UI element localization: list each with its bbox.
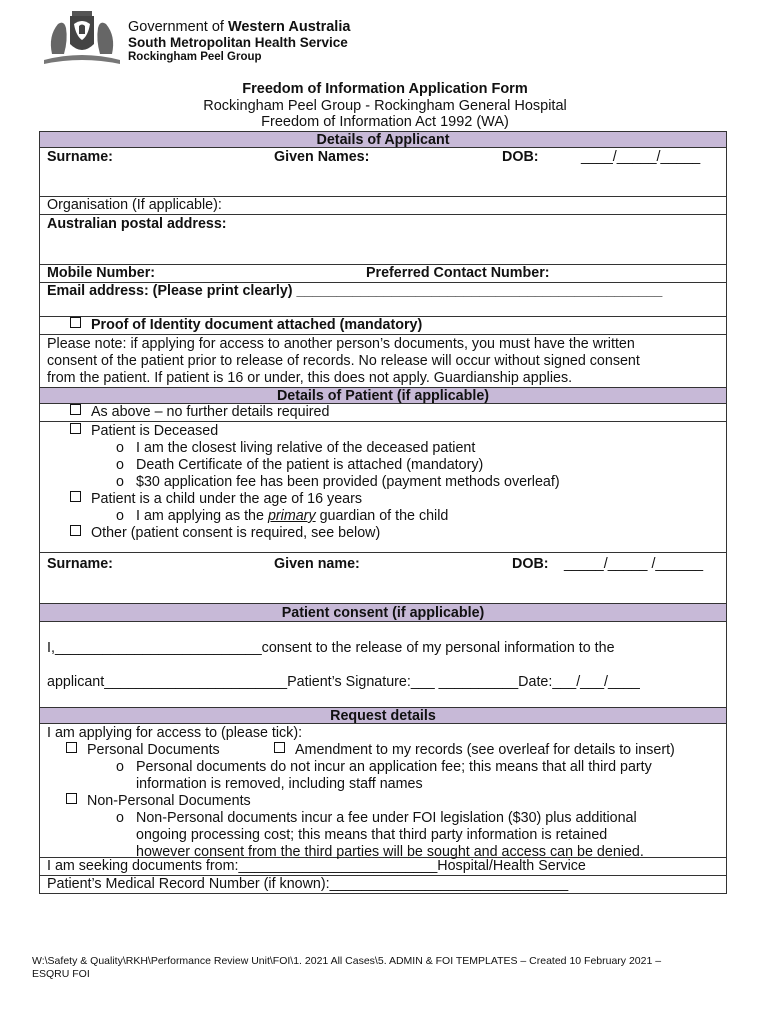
group-name: Rockingham Peel Group [128, 51, 262, 63]
bullet-icon: o [116, 440, 124, 456]
checkbox-icon[interactable] [70, 423, 81, 434]
medical-record-number-field[interactable]: Patient’s Medical Record Number (if known):______________________________ [40, 876, 726, 894]
deceased-option [40, 440, 726, 457]
request-block [40, 724, 726, 858]
service-name: South Metropolitan Health Service [128, 35, 348, 50]
checkbox-icon[interactable] [70, 491, 81, 502]
bullet-icon: o [116, 810, 124, 826]
patient-given-name-label: Given name: [274, 556, 360, 572]
applicant-name-row[interactable] [40, 148, 726, 197]
email-field[interactable] [40, 283, 726, 317]
consent-block[interactable] [40, 622, 726, 708]
applicant-surname-label: Surname: [47, 149, 113, 165]
letterhead [42, 10, 442, 70]
non-personal-note [40, 810, 726, 827]
deceased-option [40, 474, 726, 491]
child-label: Patient is a child under the age of 16 years [91, 491, 363, 507]
seeking-documents-field[interactable]: I am seeking documents from:_________________________Hospital/Health Service [40, 858, 726, 876]
checkbox-icon[interactable] [66, 742, 77, 753]
deceased-option-text: Death Certificate of the patient is attached (mandatory) [136, 457, 484, 473]
bullet-icon: o [116, 457, 124, 473]
patient-surname-label: Surname: [47, 556, 113, 572]
checkbox-icon[interactable] [274, 742, 285, 753]
postal-address-field[interactable] [40, 215, 726, 265]
checkbox-icon[interactable] [70, 317, 81, 328]
non-personal-label: Non-Personal Documents [87, 793, 251, 809]
bullet-icon: o [116, 474, 124, 490]
patient-name-row[interactable] [40, 553, 726, 604]
deceased-option [40, 457, 726, 474]
organisation-field[interactable]: Organisation (If applicable): [40, 197, 726, 215]
deceased-option-text: I am the closest living relative of the deceased patient [136, 440, 476, 456]
proof-of-identity-checkbox[interactable] [40, 317, 726, 335]
non-personal-note-text: however consent from the third parties will be sought and access can be denied. [136, 844, 644, 860]
personal-note-text: Personal documents do not incur an application fee; this means that all third party [136, 759, 652, 775]
consent-note [40, 335, 726, 388]
child-checkbox[interactable] [40, 491, 726, 508]
amendment-label: Amendment to my records (see overleaf for details to insert) [295, 742, 675, 758]
note-line: Please note: if applying for access to another person’s documents, you must have the written [47, 336, 635, 352]
postal-address-label: Australian postal address: [47, 216, 227, 232]
footer-path [32, 955, 742, 981]
request-intro: I am applying for access to (please tick): [47, 725, 303, 741]
form-subtitle-act: Freedom of Information Act 1992 (WA) [261, 114, 509, 130]
email-label: Email address: (Please print clearly) ______________________________________________ [47, 283, 663, 299]
applicant-given-names-label: Given Names: [274, 149, 370, 165]
checkbox-icon[interactable] [70, 404, 81, 415]
other-label: Other (patient consent is required, see below) [91, 525, 381, 541]
deceased-option-text: $30 application fee has been provided (payment methods overleaf) [136, 474, 560, 490]
personal-documents-checkbox[interactable] [66, 742, 220, 758]
guardian-text: I am applying as the [136, 508, 268, 524]
footer-line-1: W:\Safety & Quality\RKH\Performance Review Unit\FOI\1. 2021 All Cases\5. ADMIN & FOI TEMPLATES – Created 10 February 2021 – [32, 955, 662, 967]
patient-heading: Details of Patient (if applicable) [40, 388, 726, 404]
other-checkbox[interactable] [40, 525, 726, 542]
non-personal-note-text: Non-Personal documents incur a fee under FOI legislation ($30) plus additional [136, 810, 637, 826]
consent-heading: Patient consent (if applicable) [40, 604, 726, 622]
as-above-checkbox[interactable] [40, 404, 726, 422]
consent-line-2: applicant_______________________Patient’s Signature:___ __________Date:___/___/____ [47, 674, 640, 690]
checkbox-icon[interactable] [66, 793, 77, 804]
as-above-label: As above – no further details required [91, 404, 330, 420]
form-title: Freedom of Information Application Form [242, 81, 528, 97]
coat-of-arms-icon [42, 10, 122, 66]
form-titles [0, 81, 770, 131]
bullet-icon: o [116, 508, 124, 524]
note-line: from the patient. If patient is 16 or under, this does not apply. Guardianship applies. [47, 370, 573, 386]
non-personal-checkbox[interactable] [40, 793, 726, 810]
personal-note [40, 759, 726, 776]
patient-dob-field[interactable]: _____/_____ /______ [564, 556, 704, 572]
foi-form [39, 131, 727, 894]
mobile-number-label: Mobile Number: [47, 265, 156, 281]
checkbox-icon[interactable] [70, 525, 81, 536]
footer-line-2: ESQRU FOI [32, 968, 90, 980]
bullet-icon: o [116, 759, 124, 775]
amendment-checkbox[interactable] [274, 742, 675, 759]
gov-name: Western Australia [227, 19, 351, 35]
applicant-dob-label: DOB: [502, 149, 539, 165]
patient-dob-label: DOB: [512, 556, 549, 572]
guardian-emphasis: primary [267, 508, 316, 524]
personal-documents-row [40, 742, 726, 759]
deceased-checkbox[interactable] [40, 423, 726, 440]
personal-documents-label: Personal Documents [87, 742, 220, 758]
patient-options [40, 422, 726, 553]
applicant-heading: Details of Applicant [40, 132, 726, 148]
note-line: consent of the patient prior to release of records. No release will occur without signed consent [47, 353, 640, 369]
proof-label: Proof of Identity document attached (mandatory) [91, 317, 423, 333]
contact-number-row[interactable] [40, 265, 726, 283]
request-heading: Request details [40, 708, 726, 724]
non-personal-note-text: ongoing processing cost; this means that third party information is retained [136, 827, 608, 843]
form-subtitle-hospital: Rockingham Peel Group - Rockingham General Hospital [203, 97, 567, 114]
gov-prefix: Government of [128, 19, 228, 35]
guardian-text: guardian of the child [315, 508, 449, 524]
preferred-contact-label: Preferred Contact Number: [366, 265, 550, 281]
personal-note-text: information is removed, including staff names [136, 776, 423, 792]
applicant-dob-field[interactable]: ____/_____/_____ [581, 149, 701, 165]
guardian-option [40, 508, 726, 525]
consent-line-1: I,__________________________consent to the release of my personal information to the [47, 640, 615, 656]
deceased-label: Patient is Deceased [91, 423, 219, 439]
